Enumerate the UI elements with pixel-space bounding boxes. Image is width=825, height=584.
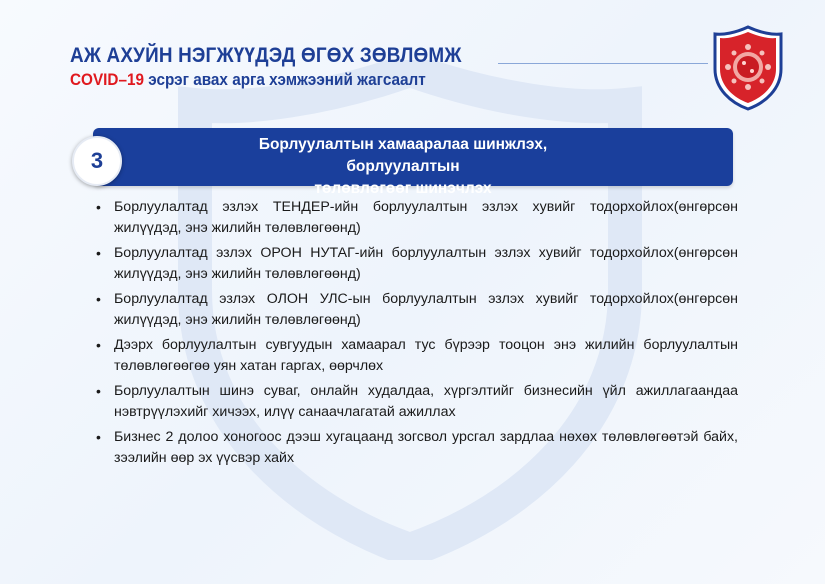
- bullet: •: [96, 291, 101, 307]
- section-title-line-2: төлөвлөгөөг шинэчлэх: [314, 180, 492, 197]
- bullet: •: [96, 245, 101, 261]
- list-item: [96, 289, 738, 331]
- list-item: [96, 335, 738, 377]
- page-title: АЖ АХУЙН НЭГЖҮҮДЭД ӨГӨХ ЗӨВЛӨМЖ: [70, 44, 462, 67]
- list-item: [96, 427, 738, 469]
- list-item-text: Борлуулалтад эзлэх ОРОН НУТАГ-ийн борлуулалтын эзлэх хувийг тодорхойлох(өнгөрсөн жилүүдэд, энэ жилийн төлөвлөгөөнд): [114, 245, 738, 282]
- list-item-text: Дээрх борлуулалтын сувгуудын хамаарал тус бүрээр тооцон энэ жилийн борлуулалтын төлөвлөгөөгөө уян хатан гаргах, өөрчлөх: [114, 337, 738, 374]
- section-title-line-1: Борлуулалтын хамааралаа шинжлэх, борлуулалтын: [258, 136, 548, 175]
- section-header-bar: [93, 128, 733, 197]
- list-item: [96, 197, 738, 239]
- list-item-text: Борлуулалтын шинэ суваг, онлайн худалдаа, хүргэлтийг бизнесийн үйл ажиллагаандаа нэвтрүүлэхийг хичээх, илүү санаачлагатай ажиллах: [114, 383, 738, 420]
- list-item-text: Борлуулалтад эзлэх ОЛОН УЛС-ын борлуулалтын эзлэх хувийг тодорхойлох(өнгөрсөн жилүүдэд, энэ жилийн төлөвлөгөөнд): [114, 291, 738, 328]
- bullet: •: [96, 199, 101, 215]
- list-item-text: Борлуулалтад эзлэх ТЕНДЕР-ийн борлуулалтын эзлэх хувийг тодорхойлох(өнгөрсөн жилүүдэд, энэ жилийн төлөвлөгөөнд): [114, 199, 738, 236]
- list-item-text: Бизнес 2 долоо хоногоос дээш хугацаанд зогсвол урсгал зардлаа нөхөх төлөвлөгөөтэй байх, зээлийн өөр эх үүсвэр хайх: [114, 429, 738, 466]
- subtitle-text: эсрэг авах арга хэмжээний жагсаалт: [143, 70, 426, 89]
- header: [70, 44, 505, 90]
- section-number-badge: 3: [72, 136, 122, 186]
- recommendation-list: [96, 197, 738, 473]
- bullet: •: [96, 383, 101, 399]
- bullet: •: [96, 337, 101, 353]
- list-item: [96, 381, 738, 423]
- list-item: [96, 243, 738, 285]
- virus-shield-icon: [713, 25, 783, 111]
- header-divider: [498, 63, 708, 64]
- page-subtitle: [70, 70, 462, 90]
- subtitle-highlight: COVID–19: [70, 70, 144, 89]
- section-title: [213, 134, 593, 200]
- bullet: •: [96, 429, 101, 445]
